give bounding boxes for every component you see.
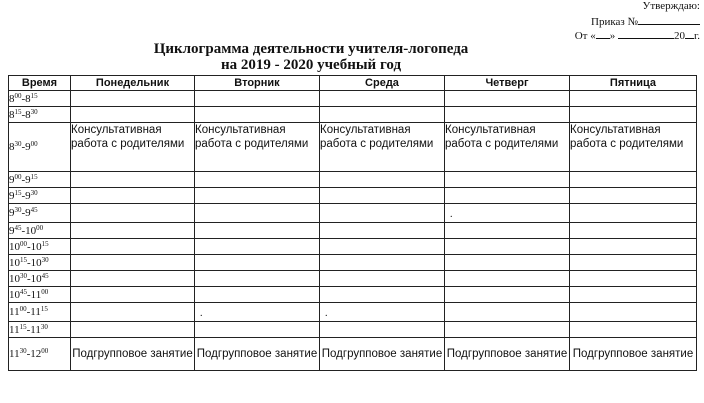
table-row — [9, 303, 697, 322]
stray-mark: . — [325, 308, 328, 319]
cell-wednesday: Консультативная работа с родителями — [320, 123, 445, 172]
cell-wednesday — [320, 239, 445, 255]
cell-thursday — [445, 271, 570, 287]
table-row — [9, 188, 697, 204]
cell-thursday — [445, 322, 570, 338]
header-row — [9, 76, 697, 91]
table-row — [9, 123, 697, 172]
cell-friday — [570, 204, 697, 223]
header-tuesday: Вторник — [195, 76, 320, 91]
cell-tuesday — [195, 239, 320, 255]
order-label: Приказ № — [591, 16, 638, 28]
time-cell: $8^{15}-8^{30}$ — [9, 107, 71, 123]
cell-thursday — [445, 172, 570, 188]
time-cell: $9^{15}-9^{30}$ — [9, 188, 71, 204]
cell-monday — [71, 287, 195, 303]
cell-wednesday: Подгрупповое занятие — [320, 338, 445, 371]
time-cell: $11^{30}-12^{00}$ — [9, 338, 71, 371]
cell-friday — [570, 107, 697, 123]
cell-monday — [71, 91, 195, 107]
cell-thursday — [445, 303, 570, 322]
cell-wednesday — [320, 107, 445, 123]
date-from-label: От « — [574, 30, 596, 42]
cell-tuesday — [195, 107, 320, 123]
cell-thursday: Подгрупповое занятие — [445, 338, 570, 371]
cell-tuesday — [195, 172, 320, 188]
cell-friday — [570, 91, 697, 107]
cell-tuesday — [195, 255, 320, 271]
cell-thursday — [445, 107, 570, 123]
header-friday: Пятница — [570, 76, 697, 91]
table-row — [9, 255, 697, 271]
cell-thursday — [445, 204, 570, 223]
cell-friday — [570, 322, 697, 338]
cell-friday — [570, 223, 697, 239]
cell-monday — [71, 107, 195, 123]
cell-monday — [71, 303, 195, 322]
cell-tuesday: Подгрупповое занятие — [195, 338, 320, 371]
time-cell: $10^{15}-10^{30}$ — [9, 255, 71, 271]
page-title: Циклограмма деятельности учителя-логопеда — [153, 41, 469, 57]
cell-wednesday — [320, 271, 445, 287]
cell-wednesday — [320, 204, 445, 223]
cell-monday — [71, 172, 195, 188]
time-cell: $9^{00}-9^{15}$ — [9, 172, 71, 188]
cell-friday — [570, 271, 697, 287]
cell-thursday: Консультативная работа с родителями — [445, 123, 570, 172]
cell-tuesday — [195, 188, 320, 204]
time-cell: $10^{30}-10^{45}$ — [9, 271, 71, 287]
page-subtitle: на 2019 - 2020 учебный год — [220, 57, 402, 73]
cell-monday — [71, 271, 195, 287]
time-cell: $10^{00}-10^{15}$ — [9, 239, 71, 255]
cell-friday — [570, 239, 697, 255]
schedule-table — [8, 75, 697, 371]
approval-order-line — [591, 14, 700, 29]
cell-thursday — [445, 223, 570, 239]
cell-wednesday — [320, 322, 445, 338]
cell-wednesday — [320, 223, 445, 239]
table-row — [9, 271, 697, 287]
cell-monday — [71, 204, 195, 223]
cell-wednesday — [320, 287, 445, 303]
time-cell: $9^{30}-9^{45}$ — [9, 204, 71, 223]
cell-friday: Подгрупповое занятие — [570, 338, 697, 371]
cell-friday — [570, 255, 697, 271]
cell-thursday — [445, 188, 570, 204]
table-row — [9, 287, 697, 303]
date-year-blank — [685, 28, 694, 39]
order-number-blank — [638, 14, 700, 25]
table-row — [9, 322, 697, 338]
header-time: Время — [9, 76, 71, 91]
header-thursday: Четверг — [445, 76, 570, 91]
table-row — [9, 239, 697, 255]
cell-thursday — [445, 91, 570, 107]
cell-tuesday — [195, 204, 320, 223]
time-cell: $11^{15}-11^{30}$ — [9, 322, 71, 338]
time-cell: $10^{45}-11^{00}$ — [9, 287, 71, 303]
header-monday: Понедельник — [71, 76, 195, 91]
date-quote: » — [609, 30, 616, 42]
time-cell: $11^{00}-11^{15}$ — [9, 303, 71, 322]
table-row — [9, 338, 697, 371]
cell-tuesday — [195, 287, 320, 303]
cell-thursday — [445, 255, 570, 271]
cell-monday: Консультативная работа с родителями — [71, 123, 195, 172]
date-month-blank — [618, 28, 674, 39]
cell-monday — [71, 188, 195, 204]
stray-mark: . — [450, 209, 453, 220]
table-row — [9, 91, 697, 107]
cell-friday — [570, 303, 697, 322]
cell-tuesday — [195, 91, 320, 107]
cell-wednesday — [320, 91, 445, 107]
cell-friday: Консультативная работа с родителями — [570, 123, 697, 172]
stray-mark: . — [200, 308, 203, 319]
cell-thursday — [445, 287, 570, 303]
cell-wednesday — [320, 172, 445, 188]
cell-wednesday — [320, 303, 445, 322]
time-cell: $9^{45}-10^{00}$ — [9, 223, 71, 239]
date-year-suffix: г. — [693, 30, 700, 42]
cell-friday — [570, 287, 697, 303]
cell-tuesday: Консультативная работа с родителями — [195, 123, 320, 172]
cell-wednesday — [320, 255, 445, 271]
cell-wednesday — [320, 188, 445, 204]
cell-monday: Подгрупповое занятие — [71, 338, 195, 371]
cell-tuesday — [195, 303, 320, 322]
cell-tuesday — [195, 322, 320, 338]
cell-monday — [71, 223, 195, 239]
table-row — [9, 223, 697, 239]
table-row — [9, 107, 697, 123]
cell-thursday — [445, 239, 570, 255]
date-year-prefix: 20 — [673, 30, 685, 42]
table-row — [9, 204, 697, 223]
cell-friday — [570, 172, 697, 188]
cell-tuesday — [195, 271, 320, 287]
header-wednesday: Среда — [320, 76, 445, 91]
time-cell: $8^{30}-9^{00}$ — [9, 123, 71, 172]
cell-tuesday — [195, 223, 320, 239]
cell-monday — [71, 322, 195, 338]
time-cell: $8^{00}-8^{15}$ — [9, 91, 71, 107]
cell-friday — [570, 188, 697, 204]
table-row — [9, 172, 697, 188]
cell-monday — [71, 255, 195, 271]
date-day-blank — [596, 28, 610, 39]
approval-title: Утверждаю: — [642, 0, 700, 12]
cell-monday — [71, 239, 195, 255]
